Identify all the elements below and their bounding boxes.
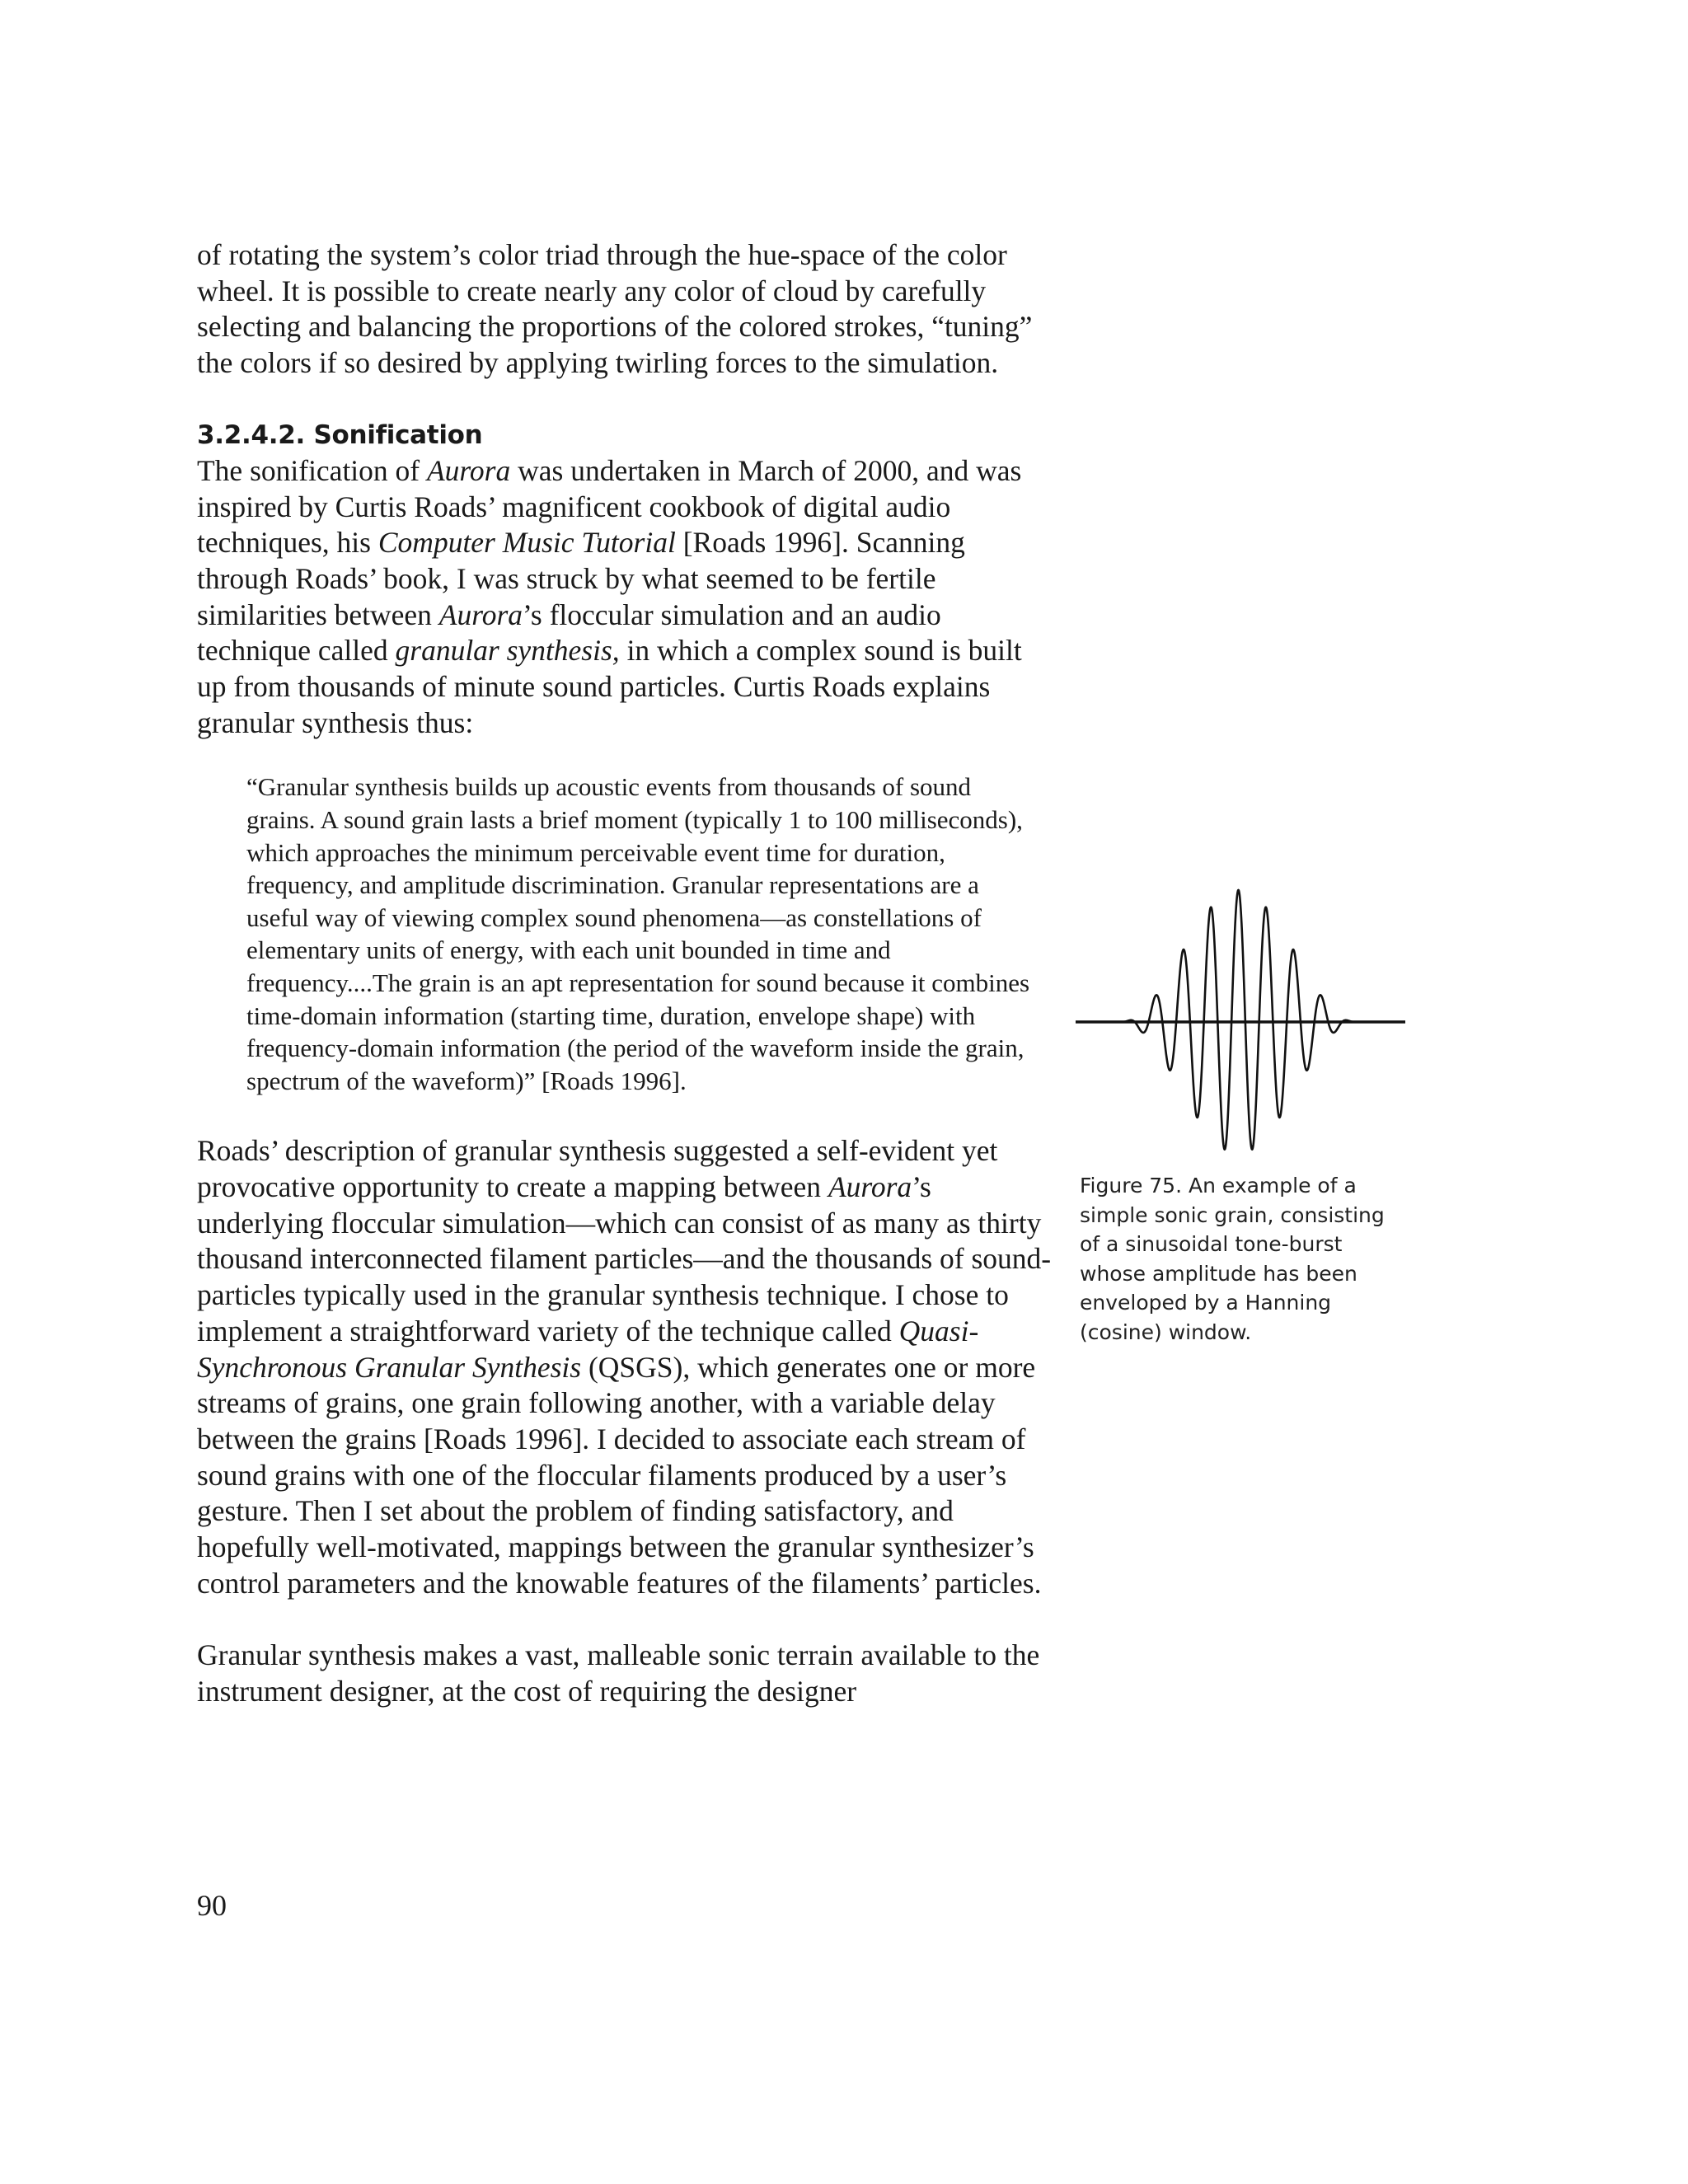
main-text-column — [197, 237, 1054, 1710]
text-run: in which a complex sound is built up from thousands of minute sound particles. Curtis Roads explains granular synthesis thus: — [197, 634, 1022, 739]
text-run: (QSGS), which generates one or more streams of grains, one grain following another, with a variable delay between the grains [Roads 1996]. I decided to associate each stream of sound grains with one of the floccular filaments produced by a user’s gesture. Then I set about the problem of finding satisfactory, and hopefully well-motivated, mappings between the granular synthesizer’s control parameters and the knowable features of the filaments’ particles. — [197, 1350, 1042, 1600]
page-number: 90 — [197, 1889, 227, 1922]
paragraph-terrain: Granular synthesis makes a vast, malleable sonic terrain available to the instrument designer, at the cost of requiring the designer — [197, 1638, 1040, 1708]
paragraph-sonification — [197, 453, 1054, 742]
block-quote: “Granular synthesis builds up acoustic events from thousands of sound grains. A sound grain lasts a brief moment (typically 1 to 100 milliseconds), which approaches the minimum perceivable event time for duration, frequency, and amplitude discrimination. Granular representations are a useful way of viewing complex sound phenomena—as constellations of elementary units of energy, with each unit bounded in time and frequency....The grain is an apt representation for sound because it combines time-domain information (starting time, duration, envelope shape) with frequency-domain information (the period of the waveform inside the grain, spectrum of the waveform)” [Roads 1996]. — [246, 772, 1030, 1095]
italic-run: Quasi-Synchronous Granular Synthesis — [197, 1314, 979, 1384]
grain-waveform — [1121, 890, 1356, 1150]
italic-run: granular synthesis, — [395, 634, 620, 668]
paragraph-continued: of rotating the system’s color triad through the hue-space of the color wheel. It is possible to create nearly any color of cloud by carefully selecting and balancing the proportions of the colored strokes, “tuning” the colors if so desired by applying twirling forces to the simulation. — [197, 238, 1033, 380]
text-run: [Roads 1996]. Scanning through Roads’ book, I was struck by what seemed to be fertile similarities between — [197, 526, 965, 631]
paragraph-mapping — [197, 1133, 1054, 1601]
italic-run: Aurora — [438, 598, 523, 631]
italic-run: Aurora — [828, 1170, 912, 1204]
italic-run: Aurora — [427, 453, 511, 487]
text-run: was undertaken in March of 2000, and was inspired by Curtis Roads’ magnificent cookbook of digital audio techniques, his — [197, 453, 1022, 560]
italic-run: Computer Music Tutorial — [377, 526, 676, 560]
figure-caption: Figure 75. An example of a simple sonic grain, consisting of a sinusoidal tone-burst whose amplitude has been enveloped by a Hanning (cosine) window. — [1080, 1174, 1385, 1344]
text-run: The sonification of — [197, 453, 427, 487]
figure-sonic-grain — [1076, 874, 1405, 1154]
section-heading: 3.2.4.2. Sonification — [197, 419, 483, 450]
text-run: ’s underlying floccular simulation—which can consist of as many as thirty thousand interconnected filament particles—and the thousands of sound-particles typically used in the granular synthesis technique. I chose to implement a straightforward variety of the technique called — [197, 1170, 1052, 1347]
text-run: ’s floccular simulation and an audio technique called — [197, 598, 941, 668]
text-run: Roads’ description of granular synthesis suggested a self-evident yet provocative opportunity to create a mapping between — [197, 1134, 998, 1204]
grain-waveform-graphic — [1076, 874, 1405, 1154]
